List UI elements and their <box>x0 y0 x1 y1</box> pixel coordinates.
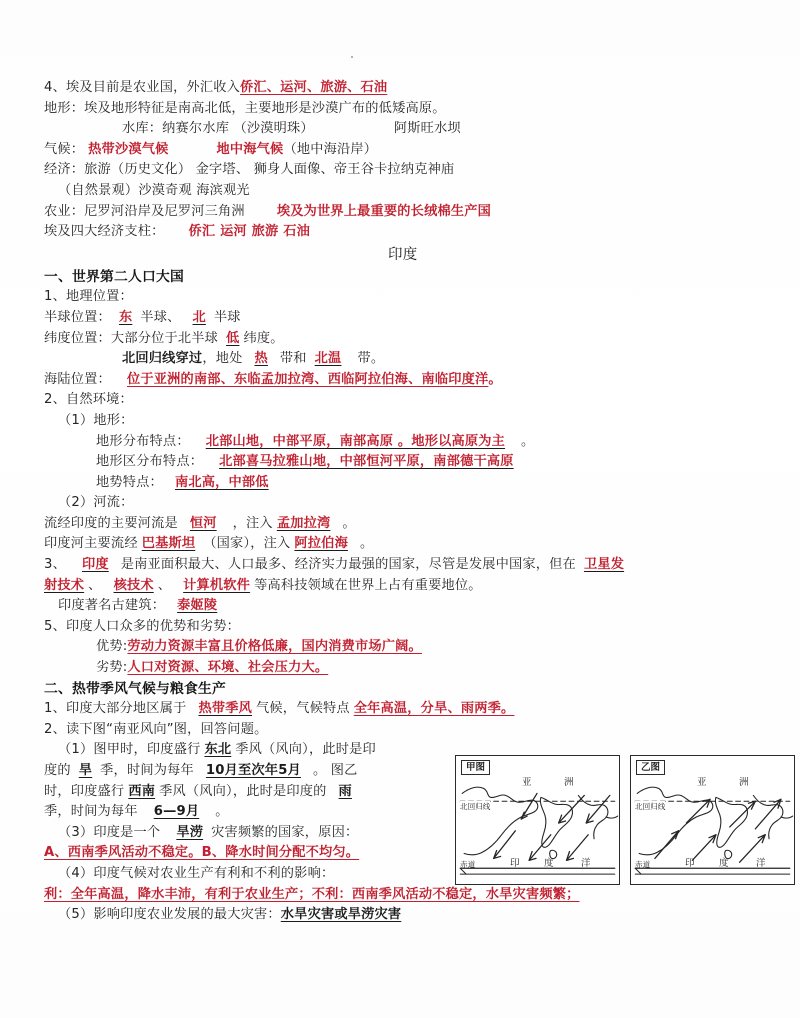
egypt-line-1 <box>44 78 800 99</box>
river-1-fill-bay: 孟加拉湾 <box>276 515 331 531</box>
latitude-label: 纬度位置：大部分位于北半球 <box>44 330 219 346</box>
relief-distribution-fill: 北部山地，中部平原，南部高原 。地形以高原为主 <box>205 433 506 449</box>
egypt-climate-coast-note: （地中海沿岸） <box>283 141 378 157</box>
item-3-fill-software: 计算机软件 <box>183 577 251 593</box>
india-item-2-label: 2、自然环境： <box>44 392 133 408</box>
hemisphere-east-fill: 东 <box>118 309 133 325</box>
q1-part-g: 季风（风向），此时是印度的 <box>159 783 327 799</box>
q1-part-f: 时，印度盛行 <box>44 783 125 799</box>
climate-mid: 气候，气候特点 <box>256 701 350 717</box>
figure-yi-ocean-a: 印 <box>685 858 695 869</box>
figure-jia-continent-b: 洲 <box>564 777 574 788</box>
figure-yi-ocean-c: 洋 <box>756 858 766 869</box>
latitude-end: 纬度。 <box>243 330 284 346</box>
egypt-aswan-dam: 阿斯旺水坝 <box>393 121 461 137</box>
page-title-india: 印度 <box>388 246 418 263</box>
river-2-prefix: 印度河主要流经 <box>44 536 138 552</box>
advantage-label: 优势: <box>96 639 128 655</box>
disadvantage-label: 劣势: <box>96 660 128 676</box>
figure-jia-continent-a: 亚 <box>522 777 532 788</box>
q3-fill-drought-flood: 旱涝 <box>176 824 204 840</box>
q1-part-c: 度的 <box>44 763 71 778</box>
figure-jia <box>455 755 620 885</box>
india-tropic-line <box>44 349 800 370</box>
tropic-mid-2: 带和 <box>279 351 307 367</box>
india-climate-line <box>44 699 800 720</box>
egypt-climate-label: 气候： <box>44 141 85 157</box>
egypt-foreign-exchange-red: 侨汇、运河、旅游、石油 <box>240 80 388 95</box>
latitude-low-fill: 低 <box>226 330 240 346</box>
q3-part-a: （3）印度是一个 <box>58 824 161 840</box>
egypt-cotton-red: 埃及为世界上最重要的长绒棉生产国 <box>276 203 492 219</box>
hemisphere-mid: 半球、 <box>140 309 181 325</box>
sea-land-red-fill: 位于亚洲的南部、东临孟加拉湾、西临阿拉伯海、南临印度洋 <box>126 371 489 387</box>
river-2-end: 。 <box>359 536 374 552</box>
figure-jia-ocean-b: 度 <box>544 858 554 869</box>
q1-fill-rainy: 雨 <box>338 783 352 799</box>
egypt-line-3 <box>44 119 800 140</box>
river-1-mid: ，注入 <box>232 515 273 531</box>
egypt-line-7 <box>44 202 800 223</box>
figure-yi-ocean-b: 度 <box>719 858 729 869</box>
q1-part-e: 。 图乙 <box>312 763 358 778</box>
tropic-mid: ，地处 <box>202 351 243 367</box>
relief-region-label: 地形区分布特点： <box>96 454 204 470</box>
monument-label: 印度著名古建筑： <box>58 598 166 614</box>
figure-yi-equator-label: 赤道 <box>635 860 651 869</box>
river-2-fill-arabian: 阿拉伯海 <box>294 536 348 552</box>
india-river-2-line <box>44 534 800 555</box>
figure-yi <box>630 755 795 885</box>
india-section-2-heading: 二、热带季风气候与粮食生产 <box>44 680 226 697</box>
river-1-end: 。 <box>342 515 356 531</box>
figure-yi-map <box>631 756 794 884</box>
river-2-mid: （国家），注入 <box>203 536 291 552</box>
figure-jia-label: 甲图 <box>461 760 490 775</box>
egypt-pillars-red: 侨汇 运河 旅游 石油 <box>188 224 310 240</box>
india-item-3-line-1 <box>44 555 800 576</box>
q1-part-b: 季风（风向），此时是印 <box>235 742 376 758</box>
item-3-fill-satellite: 卫星发 <box>583 557 625 573</box>
india-section-1-heading: 一、世界第二人口大国 <box>44 268 184 285</box>
item-3-sep-1: 、 <box>88 577 102 593</box>
india-item-1-label: 1、地理位置： <box>44 289 133 305</box>
india-relief-region-line <box>44 452 800 473</box>
india-q4-label: （4）印度气候对农业生产有利和不利的影响： <box>58 865 335 881</box>
climate-feature-fill: 全年高温，分旱、雨两季 <box>353 701 502 717</box>
river-1-prefix: 流经印度的主要河流是 <box>44 515 178 531</box>
monument-fill-taj-mahal: 泰姬陵 <box>177 598 218 614</box>
figure-jia-ocean-a: 印 <box>510 858 520 869</box>
tropic-end: 带。 <box>357 351 385 367</box>
tropic-zone-fill-2: 北温 <box>314 351 342 367</box>
sea-land-end: 。 <box>488 371 502 387</box>
item-3-sep-2: 、 <box>157 577 172 593</box>
item-3-line-2-end: 等高科技领域在世界上占有重要地位。 <box>254 577 482 593</box>
q1-fill-rainy-period: 6—9月 <box>153 804 200 820</box>
egypt-agriculture-plain: 农业：尼罗河沿岸及尼罗河三角洲 <box>44 203 245 219</box>
tropic-of-cancer-bold: 北回归线穿过 <box>122 351 203 367</box>
india-sea-land-line <box>44 370 800 391</box>
egypt-line-6: （自然景观）沙漠奇观 海滨观光 <box>58 182 250 198</box>
india-disadvantage-line <box>44 658 800 679</box>
figure-jia-tropic-label: 北回归线 <box>460 802 491 811</box>
india-item-5-label: 5、印度人口众多的优势和劣势： <box>44 618 241 634</box>
q1-fill-dry: 旱 <box>78 763 93 778</box>
india-relief-distribution-line <box>44 432 800 453</box>
q3-answer-red: A、西南季风活动不稳定。B、降水时间分配不均匀。 <box>44 845 360 861</box>
figure-yi-tropic-label: 北回归线 <box>635 802 666 811</box>
disadvantage-fill: 人口对资源、环境、社会压力大。 <box>127 660 329 676</box>
hemisphere-label: 半球位置： <box>44 309 111 325</box>
egypt-line1-prefix: 4、埃及目前是农业国，外汇收入 <box>44 80 241 95</box>
relief-distribution-end: 。 <box>521 433 535 449</box>
egypt-line-5: 经济：旅游（历史文化） 金字塔、 狮身人面像、帝王谷卡拉纳克神庙 <box>44 162 455 178</box>
figure-yi-continent-b: 洲 <box>739 777 749 788</box>
river-2-fill-pakistan: 巴基斯坦 <box>141 536 196 552</box>
q1-fill-dry-period: 10月至次年5月 <box>205 763 301 778</box>
item-3-fill-nuclear-tech: 核技术 <box>113 577 154 593</box>
india-advantage-line <box>44 637 800 658</box>
egypt-climate-mediterranean-red: 地中海气候 <box>216 141 284 157</box>
figure-yi-continent-a: 亚 <box>697 777 707 788</box>
south-asia-wind-figures <box>455 755 795 889</box>
india-question-2-label: 2、读下图“南亚风向”图，回答问题。 <box>44 721 268 737</box>
q5-answer: 水旱灾害或旱涝灾害 <box>280 907 402 923</box>
india-sub-1-label: （1）地形： <box>58 412 134 428</box>
q1-part-a: （1）图甲时，印度盛行 <box>58 742 201 758</box>
egypt-pillars-label: 埃及四大经济支柱： <box>44 224 165 240</box>
climate-end: 。 <box>501 701 515 717</box>
q1-fill-northeast: 东北 <box>204 742 232 758</box>
india-hemisphere-line <box>44 308 800 329</box>
advantage-fill: 劳动力资源丰富且价格低廉，国内消费市场广阔。 <box>127 639 422 655</box>
india-item-3-line-2 <box>44 576 800 597</box>
q4-answer-red: 利：全年高温，降水丰沛，有利于农业生产；不利：西南季风活动不稳定，水旱灾害频繁； <box>44 886 580 902</box>
india-terrain-line <box>44 473 800 494</box>
q5-label: （5）影响印度农业发展的最大灾害： <box>58 907 281 923</box>
tropic-zone-fill-1: 热 <box>254 351 268 367</box>
figure-yi-label: 乙图 <box>636 760 665 775</box>
india-sub-2-label: （2）河流： <box>58 495 134 511</box>
q1-fill-southwest: 西南 <box>128 783 156 799</box>
figure-jia-equator-label: 赤道 <box>460 860 476 869</box>
terrain-label: 地势特点： <box>96 474 163 490</box>
q1-part-d: 季，时间为每年 <box>100 763 194 778</box>
relief-region-fill: 北部喜马拉雅山地，中部恒河平原，南部德干高原 <box>219 454 514 470</box>
sea-land-label: 海陆位置： <box>44 371 111 387</box>
item-3-body: 是南亚面积最大、人口最多、经济实力最强的国家，尽管是发展中国家，但在 <box>120 557 576 573</box>
climate-prefix: 1、印度大部分地区属于 <box>44 701 187 717</box>
egypt-reservoir: 水库：纳赛尔水库 （沙漠明珠） <box>122 121 314 137</box>
item-3-fill-india: 印度 <box>81 557 109 573</box>
india-latitude-line <box>44 329 800 350</box>
terrain-fill: 南北高，中部低 <box>174 474 269 490</box>
q3-part-b: 灾害频繁的国家，原因： <box>211 824 359 840</box>
egypt-climate-desert-red: 热带沙漠气候 <box>88 141 169 157</box>
relief-distribution-label: 地形分布特点： <box>96 433 190 449</box>
river-1-fill-ganges: 恒河 <box>189 515 217 531</box>
q1-part-i: 。 <box>215 804 229 820</box>
egypt-line-8 <box>44 222 800 243</box>
climate-fill-tropical-monsoon: 热带季风 <box>198 701 253 717</box>
page-speck <box>351 56 353 58</box>
india-monument-line <box>44 596 800 617</box>
item-3-number: 3、 <box>44 557 66 573</box>
india-q5-line <box>44 905 800 926</box>
india-river-1-line <box>44 514 800 535</box>
egypt-line-2: 地形：埃及地形特征是南高北低，主要地形是沙漠广布的低矮高原。 <box>44 100 446 116</box>
item-3-fill-launch-tech: 射技术 <box>44 577 85 593</box>
hemisphere-north-fill: 北 <box>192 309 206 325</box>
q1-part-h: 季，时间为每年 <box>44 804 138 820</box>
egypt-line-4 <box>44 140 800 161</box>
figure-jia-ocean-c: 洋 <box>581 858 591 869</box>
hemisphere-end: 半球 <box>213 309 241 325</box>
figure-jia-map <box>456 756 619 884</box>
